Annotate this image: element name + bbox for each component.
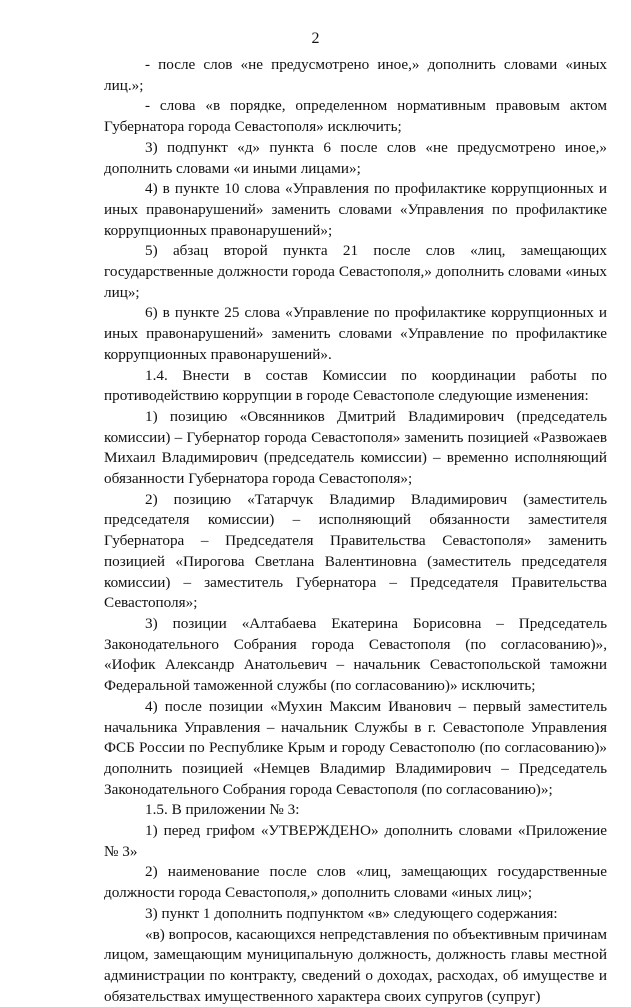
page-number: 2 bbox=[311, 30, 320, 47]
paragraph-13: 1) перед грифом «УТВЕРЖДЕНО» дополнить словами «Приложение № 3» bbox=[104, 822, 607, 860]
document-body bbox=[104, 55, 607, 1007]
paragraph-10: 3) позиции «Алтабаева Екатерина Борисовна – Председатель Законодательного Собрания города Севастополя (по согласованию)», «Иофик Александр Анатольевич – начальник Севастопольской таможни Федеральной таможенной службы (по согласованию)» исключить; bbox=[104, 614, 607, 695]
paragraph-3: 3) подпункт «д» пункта 6 после слов «не предусмотрено иное,» дополнить словами «и иными лицами»; bbox=[104, 138, 607, 177]
paragraph-16: «в) вопросов, касающихся непредставления по объективным причинам лицом, замещающим муниципальную должность, должность главы местной администрации по контракту, сведений о доходах, расходах, об имуществе и обязательствах имущественного характера своих супругов (супруг) bbox=[104, 925, 607, 1005]
paragraph-6: 6) в пункте 25 слова «Управление по профилактике коррупционных и иных правонарушений» заменить словами «Управление по профилактике коррупционных правонарушений». bbox=[104, 304, 607, 363]
paragraph-14: 2) наименование после слов «лиц, замещающих государственные должности города Севастополя,» дополнить словами «иных лиц»; bbox=[104, 863, 607, 902]
paragraph-11: 4) после позиции «Мухин Максим Иванович – первый заместитель начальника Управления – начальник Службы в г. Севастополе Управления ФСБ России по Республике Крым и городу Севастополю (по согласованию)» дополнить позицией «Немцев Владимир Владимирович – Председатель Законодательного Собрания города Севастополя (по согласованию)»; bbox=[104, 697, 607, 798]
paragraph-7: 1.4. Внести в состав Комиссии по координации работы по противодействию коррупции в городе Севастополе следующие изменения: bbox=[104, 366, 607, 405]
paragraph-1: - после слов «не предусмотрено иное,» дополнить словами «иных лиц.»; bbox=[104, 56, 607, 94]
paragraph-5: 5) абзац второй пункта 21 после слов «лиц, замещающих государственные должности города Севастополя,» дополнить словами «иных лиц»; bbox=[104, 242, 607, 301]
paragraph-8: 1) позицию «Овсянников Дмитрий Владимирович (председатель комиссии) – Губернатор города Севастополя» заменить позицией «Развожаев Михаил Владимирович (председатель комиссии) – временно исполняющий обязанности Губернатора города Севастополя»; bbox=[104, 407, 607, 488]
paragraph-12: 1.5. В приложении № 3: bbox=[145, 801, 300, 819]
paragraph-4: 4) в пункте 10 слова «Управления по профилактике коррупционных и иных правонарушений» заменить словами «Управления по профилактике коррупционных правонарушений»; bbox=[104, 180, 607, 239]
paragraph-2: - слова «в порядке, определенном нормативным правовым актом Губернатора города Севастополя» исключить; bbox=[104, 97, 607, 136]
paragraph-15: 3) пункт 1 дополнить подпунктом «в» следующего содержания: bbox=[145, 904, 558, 922]
paragraph-9: 2) позицию «Татарчук Владимир Владимирович (заместитель председателя комиссии) – исполняющий обязанности заместителя Губернатора – Председателя Правительства Севастополя» заменить позицией «Пирогова Светлана Валентиновна (заместитель председателя комиссии) – заместитель Губернатора – Председателя Правительства Севастополя»; bbox=[104, 490, 607, 612]
